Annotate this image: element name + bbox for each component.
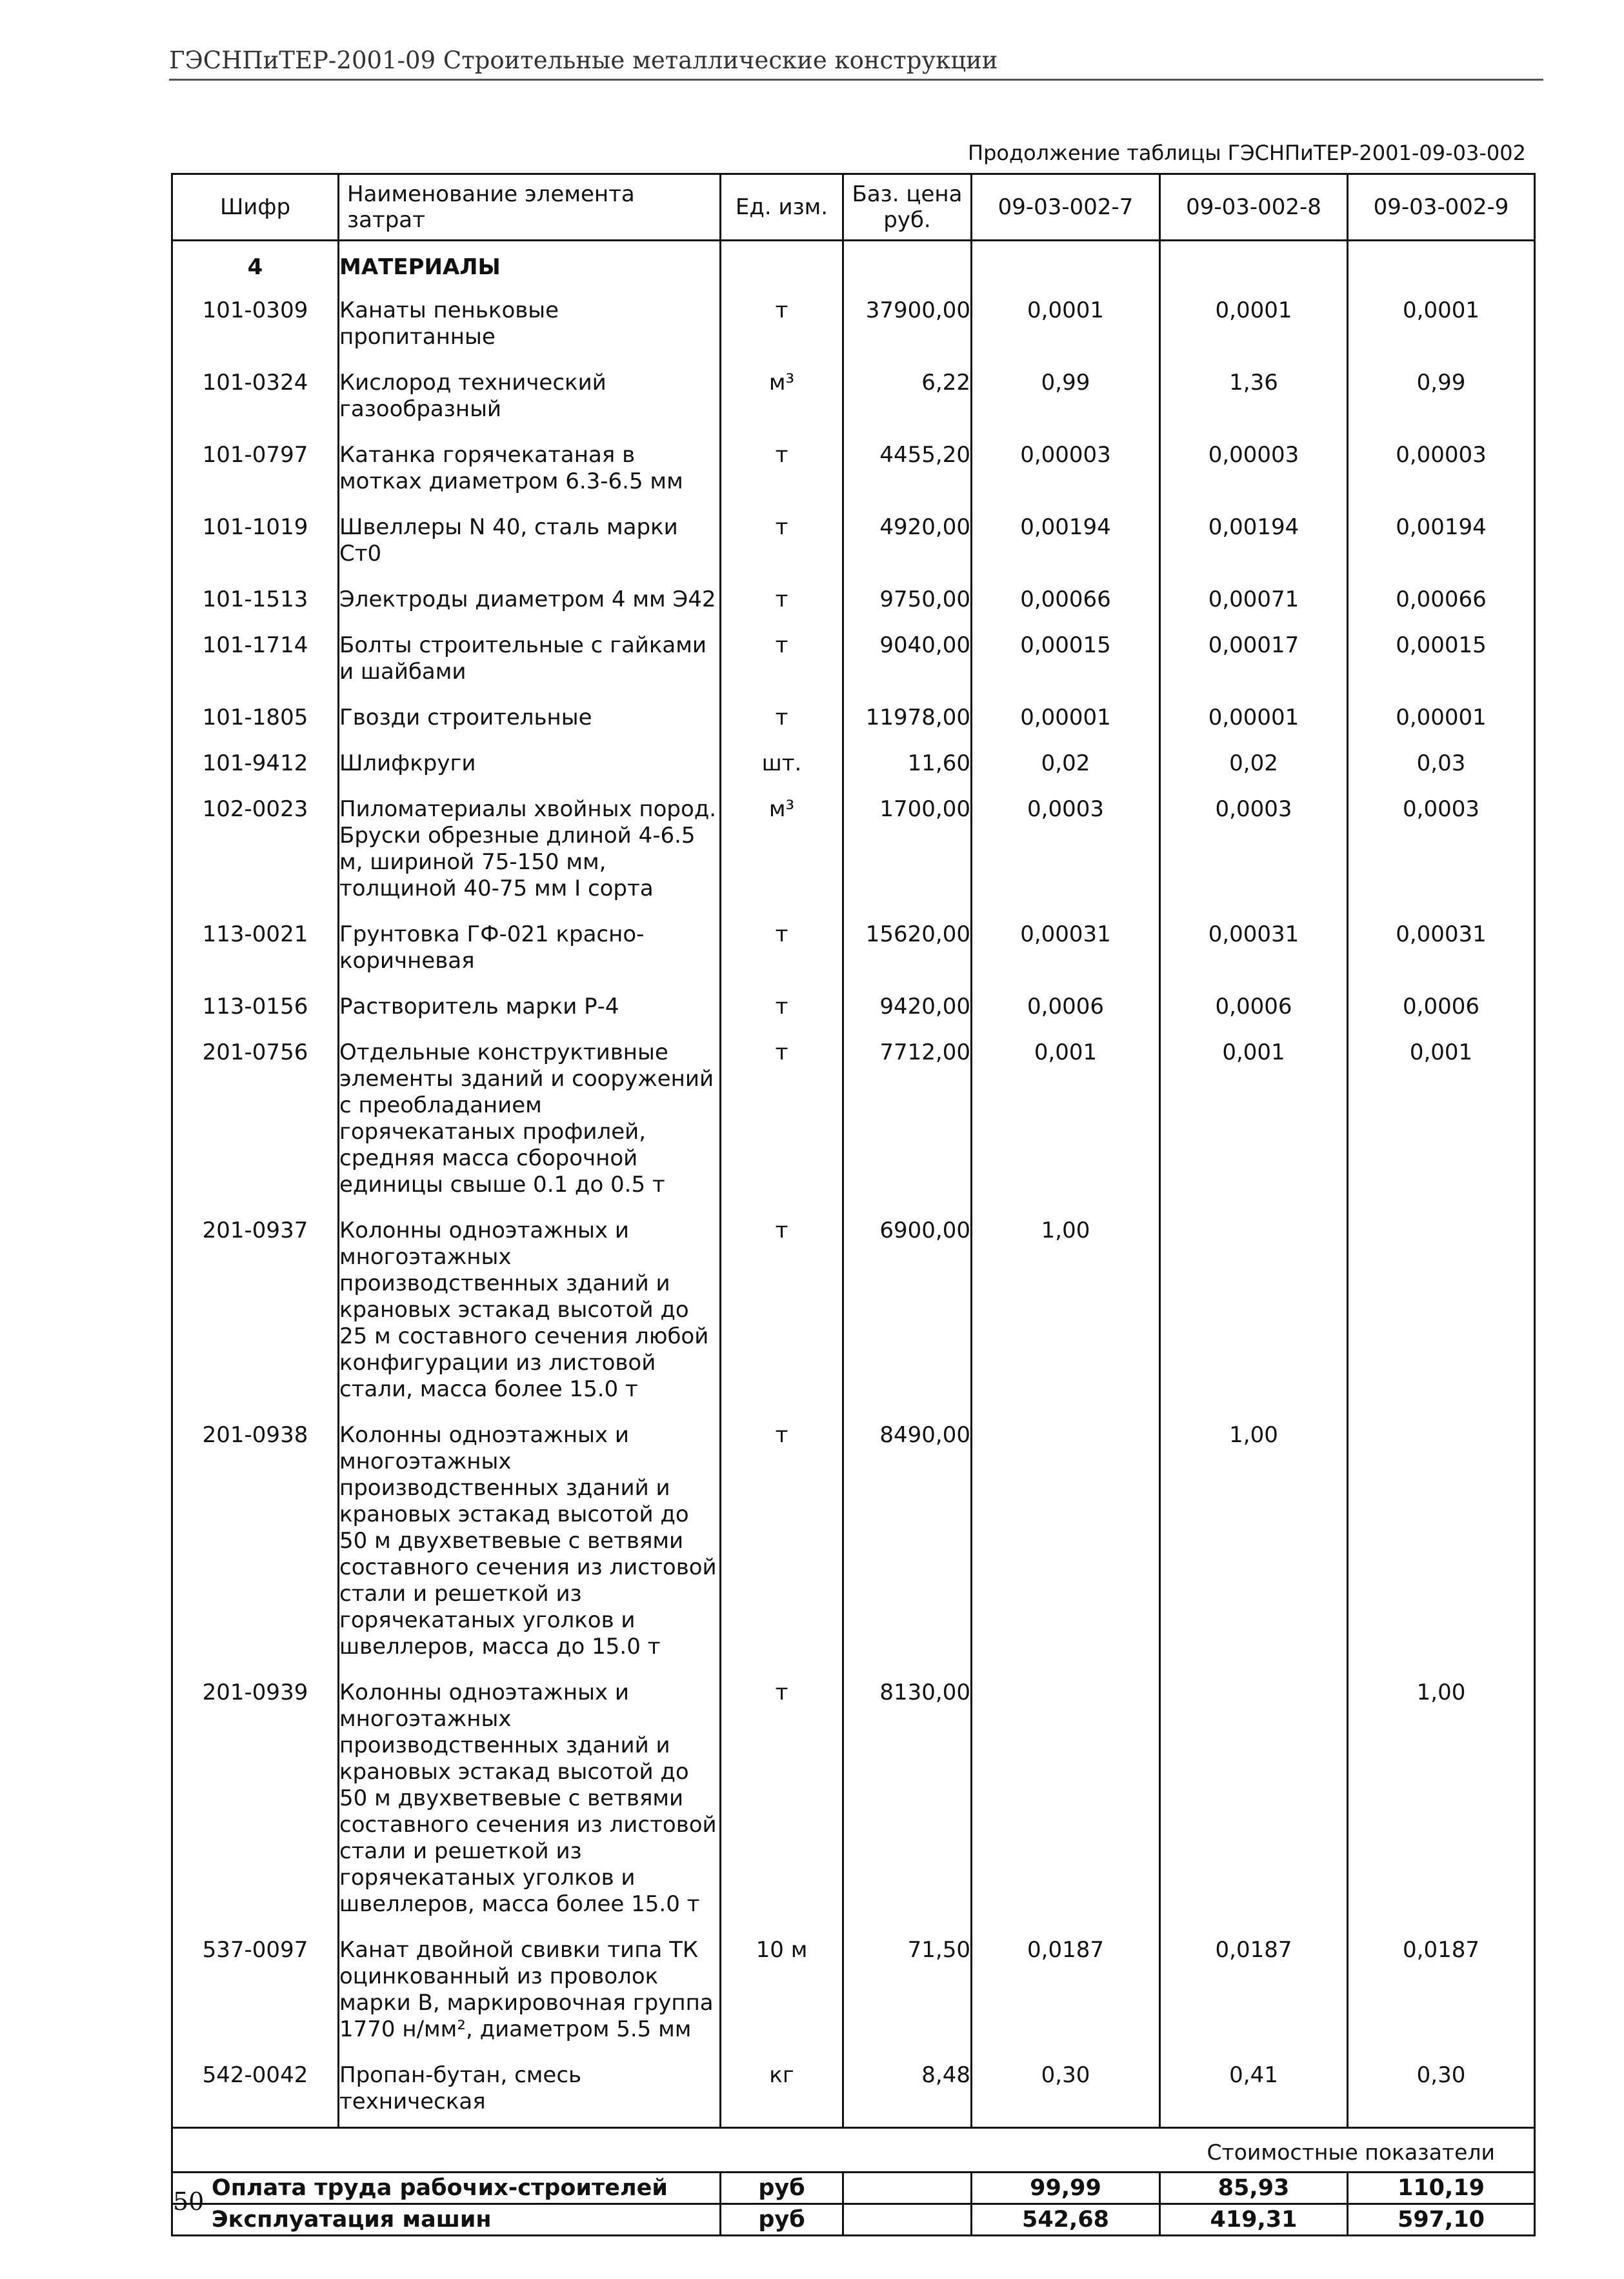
row-value-2 [1160, 1210, 1348, 1414]
row-value-3: 0,001 [1348, 1032, 1535, 1210]
row-name: Канат двойной свивки типа ТК оцинкованный из проволок марки В, маркировочная группа 1770 н/мм², диаметром 5.5 мм [339, 1929, 721, 2054]
row-name: Болты строительные с гайками и шайбами [339, 625, 721, 697]
row-price: 9420,00 [843, 986, 972, 1032]
row-value-1: 0,0001 [972, 290, 1160, 362]
header-col-2: 09-03-002-8 [1160, 174, 1348, 241]
table-row [172, 362, 1535, 434]
header-rule [169, 79, 1543, 81]
row-name: Канаты пеньковые пропитанные [339, 290, 721, 362]
row-unit: т [721, 579, 843, 625]
table-row [172, 625, 1535, 697]
row-value-3: 0,99 [1348, 362, 1535, 434]
row-price: 6900,00 [843, 1210, 972, 1414]
table-row [172, 434, 1535, 507]
row-name: Пиломатериалы хвойных пород. Бруски обрезные длиной 4-6.5 м, шириной 75-150 мм, толщиной 40-75 мм I сорта [339, 788, 721, 914]
row-code: 101-0309 [172, 290, 339, 362]
table-row [172, 1672, 1535, 1929]
row-unit: т [721, 914, 843, 986]
row-price: 1700,00 [843, 788, 972, 914]
row-price: 8130,00 [843, 1672, 972, 1929]
section-row [172, 241, 1535, 290]
row-unit: т [721, 507, 843, 579]
row-value-3: 0,0003 [1348, 788, 1535, 914]
table-row [172, 507, 1535, 579]
section-name: МАТЕРИАЛЫ [339, 241, 721, 290]
row-value-3: 0,0001 [1348, 290, 1535, 362]
row-value-2: 0,00001 [1160, 697, 1348, 743]
row-value-1: 0,0003 [972, 788, 1160, 914]
table-row [172, 914, 1535, 986]
row-unit: т [721, 290, 843, 362]
row-price: 4455,20 [843, 434, 972, 507]
row-value-2: 0,0001 [1160, 290, 1348, 362]
row-value-1: 0,00031 [972, 914, 1160, 986]
row-value-1: 0,99 [972, 362, 1160, 434]
table-row [172, 1210, 1535, 1414]
row-unit: т [721, 1672, 843, 1929]
row-value-3: 0,00066 [1348, 579, 1535, 625]
row-name: Швеллеры N 40, сталь марки Ст0 [339, 507, 721, 579]
row-name: Кислород технический газообразный [339, 362, 721, 434]
row-value-3: 0,00194 [1348, 507, 1535, 579]
row-name: Колонны одноэтажных и многоэтажных производственных зданий и крановых эстакад высотой до 25 м составного сечения любой конфигурации из листовой стали, масса более 15.0 т [339, 1210, 721, 1414]
table-row [172, 1929, 1535, 2054]
total-label: Эксплуатация машин [172, 2204, 721, 2236]
row-price: 8,48 [843, 2054, 972, 2128]
row-value-3: 0,03 [1348, 743, 1535, 788]
row-value-1: 0,00015 [972, 625, 1160, 697]
header-col-1: 09-03-002-7 [972, 174, 1160, 241]
row-code: 101-9412 [172, 743, 339, 788]
page-number: 50 [173, 2187, 205, 2216]
row-price: 4920,00 [843, 507, 972, 579]
row-code: 201-0937 [172, 1210, 339, 1414]
header-unit: Ед. изм. [721, 174, 843, 241]
row-value-2: 0,41 [1160, 2054, 1348, 2128]
row-code: 101-0324 [172, 362, 339, 434]
row-code: 537-0097 [172, 1929, 339, 2054]
row-name: Пропан-бутан, смесь техническая [339, 2054, 721, 2128]
row-value-3 [1348, 1210, 1535, 1414]
row-value-1: 1,00 [972, 1210, 1160, 1414]
total-unit: руб [721, 2173, 843, 2204]
row-value-3: 0,0187 [1348, 1929, 1535, 2054]
row-name: Электроды диаметром 4 мм Э42 [339, 579, 721, 625]
cost-caption: Стоимостные показатели [172, 2128, 1535, 2173]
row-value-1: 0,0006 [972, 986, 1160, 1032]
row-code: 113-0156 [172, 986, 339, 1032]
row-value-2: 0,001 [1160, 1032, 1348, 1210]
total-value-1: 542,68 [972, 2204, 1160, 2236]
row-unit: т [721, 625, 843, 697]
header-code: Шифр [172, 174, 339, 241]
table-row [172, 788, 1535, 914]
row-unit: т [721, 1032, 843, 1210]
table-row [172, 986, 1535, 1032]
row-unit: т [721, 986, 843, 1032]
table-row [172, 1032, 1535, 1210]
row-value-1: 0,00003 [972, 434, 1160, 507]
header-price: Баз. цена руб. [843, 174, 972, 241]
total-value-2: 419,31 [1160, 2204, 1348, 2236]
row-unit: 10 м [721, 1929, 843, 2054]
table-row [172, 2054, 1535, 2128]
row-code: 542-0042 [172, 2054, 339, 2128]
row-value-2: 0,00071 [1160, 579, 1348, 625]
total-row [172, 2204, 1535, 2236]
cost-caption-row [172, 2128, 1535, 2173]
running-head: ГЭСНПиТЕР-2001-09 Строительные металлические конструкции [169, 46, 998, 74]
row-value-3: 0,30 [1348, 2054, 1535, 2128]
row-value-3: 0,00001 [1348, 697, 1535, 743]
table-row [172, 290, 1535, 362]
row-code: 101-1019 [172, 507, 339, 579]
row-price: 11978,00 [843, 697, 972, 743]
row-value-2: 0,02 [1160, 743, 1348, 788]
row-price: 11,60 [843, 743, 972, 788]
row-value-2: 1,00 [1160, 1414, 1348, 1672]
row-code: 201-0756 [172, 1032, 339, 1210]
row-code: 201-0939 [172, 1672, 339, 1929]
row-code: 201-0938 [172, 1414, 339, 1672]
row-value-2: 0,0003 [1160, 788, 1348, 914]
row-code: 101-0797 [172, 434, 339, 507]
row-price: 9750,00 [843, 579, 972, 625]
table-continuation-title: Продолжение таблицы ГЭСНПиТЕР-2001-09-03-002 [968, 141, 1526, 165]
row-unit: шт. [721, 743, 843, 788]
row-value-2: 0,0187 [1160, 1929, 1348, 2054]
table-row [172, 579, 1535, 625]
row-value-1: 0,00001 [972, 697, 1160, 743]
row-value-1: 0,02 [972, 743, 1160, 788]
row-value-3: 0,0006 [1348, 986, 1535, 1032]
row-name: Шлифкруги [339, 743, 721, 788]
total-value-1: 99,99 [972, 2173, 1160, 2204]
total-value-3: 597,10 [1348, 2204, 1535, 2236]
table-row [172, 743, 1535, 788]
row-price: 15620,00 [843, 914, 972, 986]
row-code: 102-0023 [172, 788, 339, 914]
row-price: 9040,00 [843, 625, 972, 697]
total-value-3: 110,19 [1348, 2173, 1535, 2204]
row-value-3: 0,00015 [1348, 625, 1535, 697]
row-value-2 [1160, 1672, 1348, 1929]
row-price: 71,50 [843, 1929, 972, 2054]
row-value-3: 0,00003 [1348, 434, 1535, 507]
row-unit: т [721, 434, 843, 507]
row-value-1: 0,00066 [972, 579, 1160, 625]
row-price: 37900,00 [843, 290, 972, 362]
row-value-1: 0,001 [972, 1032, 1160, 1210]
row-value-3 [1348, 1414, 1535, 1672]
row-code: 101-1714 [172, 625, 339, 697]
row-value-2: 0,00194 [1160, 507, 1348, 579]
header-col-3: 09-03-002-9 [1348, 174, 1535, 241]
row-price: 6,22 [843, 362, 972, 434]
row-code: 113-0021 [172, 914, 339, 986]
row-name: Растворитель марки Р-4 [339, 986, 721, 1032]
row-code: 101-1513 [172, 579, 339, 625]
row-unit: м³ [721, 788, 843, 914]
row-value-3: 0,00031 [1348, 914, 1535, 986]
row-value-2: 0,00003 [1160, 434, 1348, 507]
row-value-3: 1,00 [1348, 1672, 1535, 1929]
row-value-1: 0,00194 [972, 507, 1160, 579]
table-row [172, 697, 1535, 743]
total-label: Оплата труда рабочих-строителей [172, 2173, 721, 2204]
row-value-1 [972, 1672, 1160, 1929]
section-code: 4 [172, 241, 339, 290]
row-value-2: 1,36 [1160, 362, 1348, 434]
row-value-2: 0,00031 [1160, 914, 1348, 986]
row-value-2: 0,00017 [1160, 625, 1348, 697]
row-name: Колонны одноэтажных и многоэтажных производственных зданий и крановых эстакад высотой до 50 м двухветвевые с ветвями составного сечения из листовой стали и решеткой из горячекатаных уголков и швеллеров, масса до 15.0 т [339, 1414, 721, 1672]
row-price: 8490,00 [843, 1414, 972, 1672]
row-unit: т [721, 1210, 843, 1414]
row-value-1 [972, 1414, 1160, 1672]
row-name: Отдельные конструктивные элементы зданий и сооружений с преобладанием горячекатаных профилей, средняя масса сборочной единицы свыше 0.1 до 0.5 т [339, 1032, 721, 1210]
row-unit: м³ [721, 362, 843, 434]
row-name: Грунтовка ГФ-021 красно-коричневая [339, 914, 721, 986]
row-name: Катанка горячекатаная в мотках диаметром 6.3-6.5 мм [339, 434, 721, 507]
row-name: Гвозди строительные [339, 697, 721, 743]
total-unit: руб [721, 2204, 843, 2236]
row-unit: т [721, 1414, 843, 1672]
row-unit: кг [721, 2054, 843, 2128]
row-name: Колонны одноэтажных и многоэтажных производственных зданий и крановых эстакад высотой до 50 м двухветвевые с ветвями составного сечения из листовой стали и решеткой из горячекатаных уголков и швеллеров, масса более 15.0 т [339, 1672, 721, 1929]
table-row [172, 1414, 1535, 1672]
row-price: 7712,00 [843, 1032, 972, 1210]
row-value-2: 0,0006 [1160, 986, 1348, 1032]
row-code: 101-1805 [172, 697, 339, 743]
total-row [172, 2173, 1535, 2204]
row-unit: т [721, 697, 843, 743]
header-name: Наименование элемента затрат [339, 174, 721, 241]
row-value-1: 0,30 [972, 2054, 1160, 2128]
total-value-2: 85,93 [1160, 2173, 1348, 2204]
table-header-row [172, 174, 1535, 241]
norms-table [171, 173, 1536, 2236]
row-value-1: 0,0187 [972, 1929, 1160, 2054]
